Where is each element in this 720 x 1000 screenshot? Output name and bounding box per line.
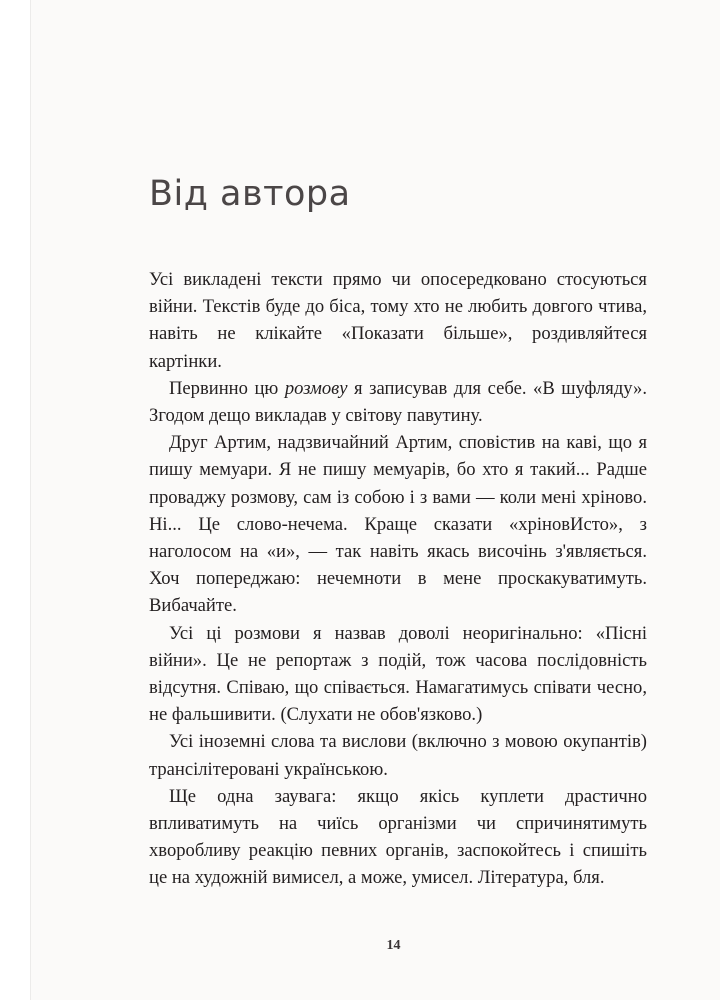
page-number: 14 <box>386 938 401 953</box>
paragraph: Ще одна заувага: якщо якісь куплети драстично впливатимуть на чиїсь організми чи спричинятимуть хворобливу реакцію певних органів, заспокойтесь і спишіть це на художній вимисел, а може, умисел. Література, бля. <box>149 785 647 889</box>
paragraph: Друг Артим, надзвичайний Артим, сповістив на каві, що я пишу мемуари. Я не пишу мемуарів, бо хто я такий... Радше проваджу розмову, сам із собою і з вами — коли мені хріново. Ні... Це слово-нечема. Краще сказати «хріновИсто», з наголосом на «и», — так навіть якась височінь з'являється. Хоч попереджаю: нечемноти в мене проскакуватимуть. Вибачайте. <box>149 432 647 617</box>
paragraph: Усі ці розмови я назвав доволі неоригінально: «Пісні війни». Це не репортаж з подій, тож часова послідовність відсутня. Співаю, що співається. Намагатимусь співати чесно, не фальшивити. (Слухати не обов'язково.) <box>149 622 647 726</box>
paragraph-text: я записував для себе. «В шуфляду». Згодом дещо викладав у світову павутину. <box>149 377 648 427</box>
book-page <box>30 0 720 1000</box>
paragraph: Усі викладені тексти прямо чи опосередковано стосуються війни. Текстів буде до біса, тому хто не любить довгого чтива, навіть не клікайте «Показати більше», роздивляйтеся картінки. <box>149 269 647 372</box>
paragraph <box>149 375 647 429</box>
paragraph: Усі іноземні слова та вислови (включно з мовою окупантів) трансілітеровані українською. <box>149 731 647 780</box>
paragraph-text: Первинно цю <box>169 377 285 399</box>
chapter-title: Від автора <box>149 174 351 214</box>
body-text <box>149 266 647 892</box>
italic-word: розмову <box>284 377 348 399</box>
